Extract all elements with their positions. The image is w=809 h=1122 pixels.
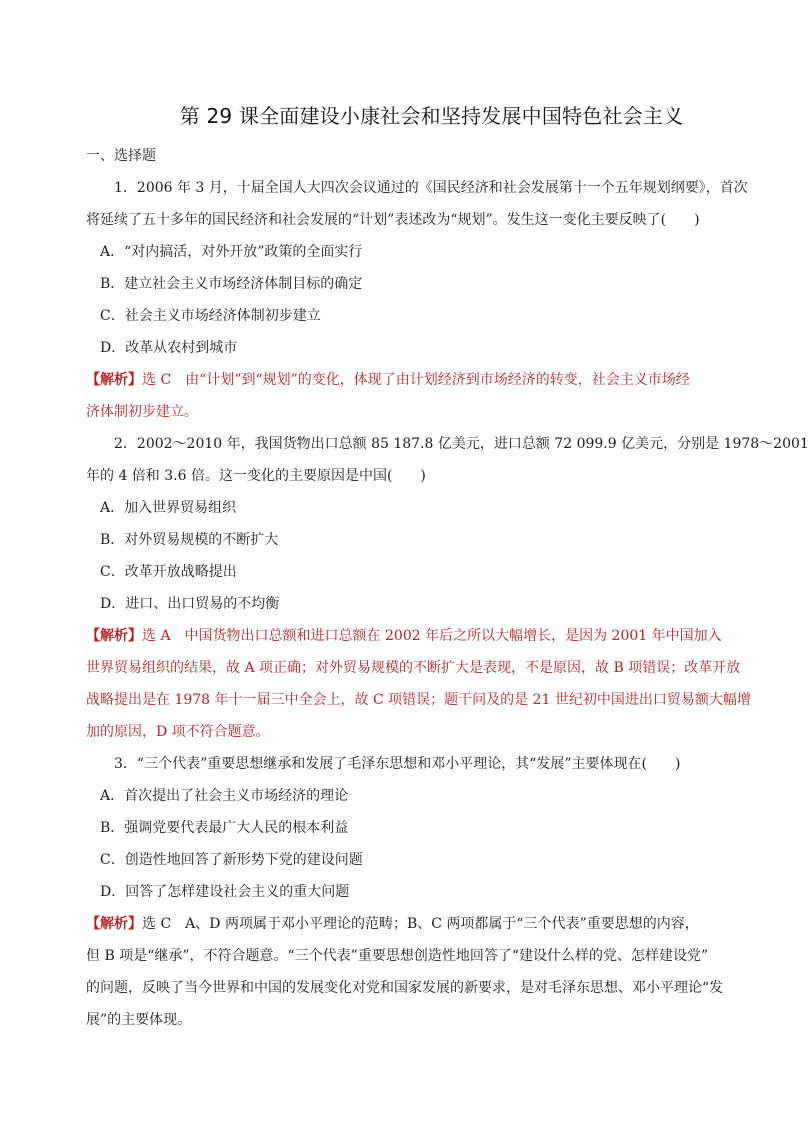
- analysis-text: 但 B 项是“继承”，不符合题意。“三个代表”重要思想创造性地回答了“建设什么样的党、怎样建设党”: [86, 948, 709, 964]
- analysis-text: 选 C A、D 两项属于邓小平理论的范畴；B、C 两项都属于“三个代表”重要思想的内容，: [142, 916, 699, 932]
- option-a: A．“对内搞活，对外开放”政策的全面实行: [100, 244, 363, 260]
- analysis-tag: 【解析】: [86, 372, 142, 388]
- option-b: B．对外贸易规模的不断扩大: [100, 532, 279, 548]
- question-stem: 3．“三个代表”重要思想继承和发展了毛泽东思想和邓小平理论，其“发展”主要体现在( ): [114, 756, 681, 772]
- analysis-text: 加的原因，D 项不符合题意。: [86, 724, 270, 740]
- analysis-tag: 【解析】: [86, 628, 142, 644]
- analysis-text: 选 A 中国货物出口总额和进口总额在 2002 年后之所以大幅增长，是因为 2001 年中国加入: [142, 628, 722, 644]
- option-a: A．首次提出了社会主义市场经济的理论: [100, 788, 349, 804]
- analysis-text: 展”的主要体现。: [86, 1012, 192, 1028]
- option-b: B．强调党要代表最广大人民的根本利益: [100, 820, 349, 836]
- analysis-text: 世界贸易组织的结果，故 A 项正确；对外贸易规模的不断扩大是表现，不是原因，故 B 项错误；改革开放: [86, 660, 741, 676]
- option-c: C．改革开放战略提出: [100, 564, 237, 580]
- page-title: 第 29 课全面建设小康社会和坚持发展中国特色社会主义: [179, 104, 684, 128]
- analysis: [86, 620, 726, 652]
- question-stem: 年的 4 倍和 3.6 倍。这一变化的主要原因是中国( ): [86, 468, 426, 484]
- question-stem: 1．2006 年 3 月，十届全国人大四次会议通过的《国民经济和社会发展第十一个五年规划纲要》，首次: [114, 180, 748, 196]
- analysis-text: 选 C 由“计划”到“规划”的变化，体现了由计划经济到市场经济的转变，社会主义市场经: [142, 372, 690, 388]
- question-1: [86, 172, 748, 428]
- option-d: D．进口、出口贸易的不均衡: [100, 596, 280, 612]
- question-2: [86, 428, 809, 748]
- option-a: A．加入世界贸易组织: [100, 500, 237, 516]
- option-c: C．社会主义市场经济体制初步建立: [100, 308, 321, 324]
- analysis: [86, 364, 726, 396]
- analysis-tag: 【解析】: [86, 916, 142, 932]
- analysis-text: 战略提出是在 1978 年十一届三中全会上，故 C 项错误；题干问及的是 21 世纪初中国进出口贸易额大幅增: [86, 692, 751, 708]
- option-d: D．回答了怎样建设社会主义的重大问题: [100, 884, 350, 900]
- option-c: C．创造性地回答了新形势下党的建设问题: [100, 852, 363, 868]
- document-content: [86, 140, 809, 1036]
- question-3: [86, 748, 726, 1036]
- option-d: D．改革从农村到城市: [100, 340, 238, 356]
- question-stem: 2．2002～2010 年，我国货物出口总额 85 187.8 亿美元，进口总额 72 099.9 亿美元，分别是 1978～2001: [114, 436, 809, 452]
- analysis: [86, 908, 726, 940]
- analysis-text: 的问题，反映了当今世界和中国的发展变化对党和国家发展的新要求，是对毛泽东思想、邓小平理论“发: [86, 980, 724, 996]
- question-stem: 将延续了五十多年的国民经济和社会发展的“计划”表述改为“规划”。发生这一变化主要反映了( ): [86, 212, 700, 228]
- option-b: B．建立社会主义市场经济体制目标的确定: [100, 276, 363, 292]
- section-heading: 一、选择题: [86, 148, 156, 164]
- analysis-text: 济体制初步建立。: [86, 404, 198, 420]
